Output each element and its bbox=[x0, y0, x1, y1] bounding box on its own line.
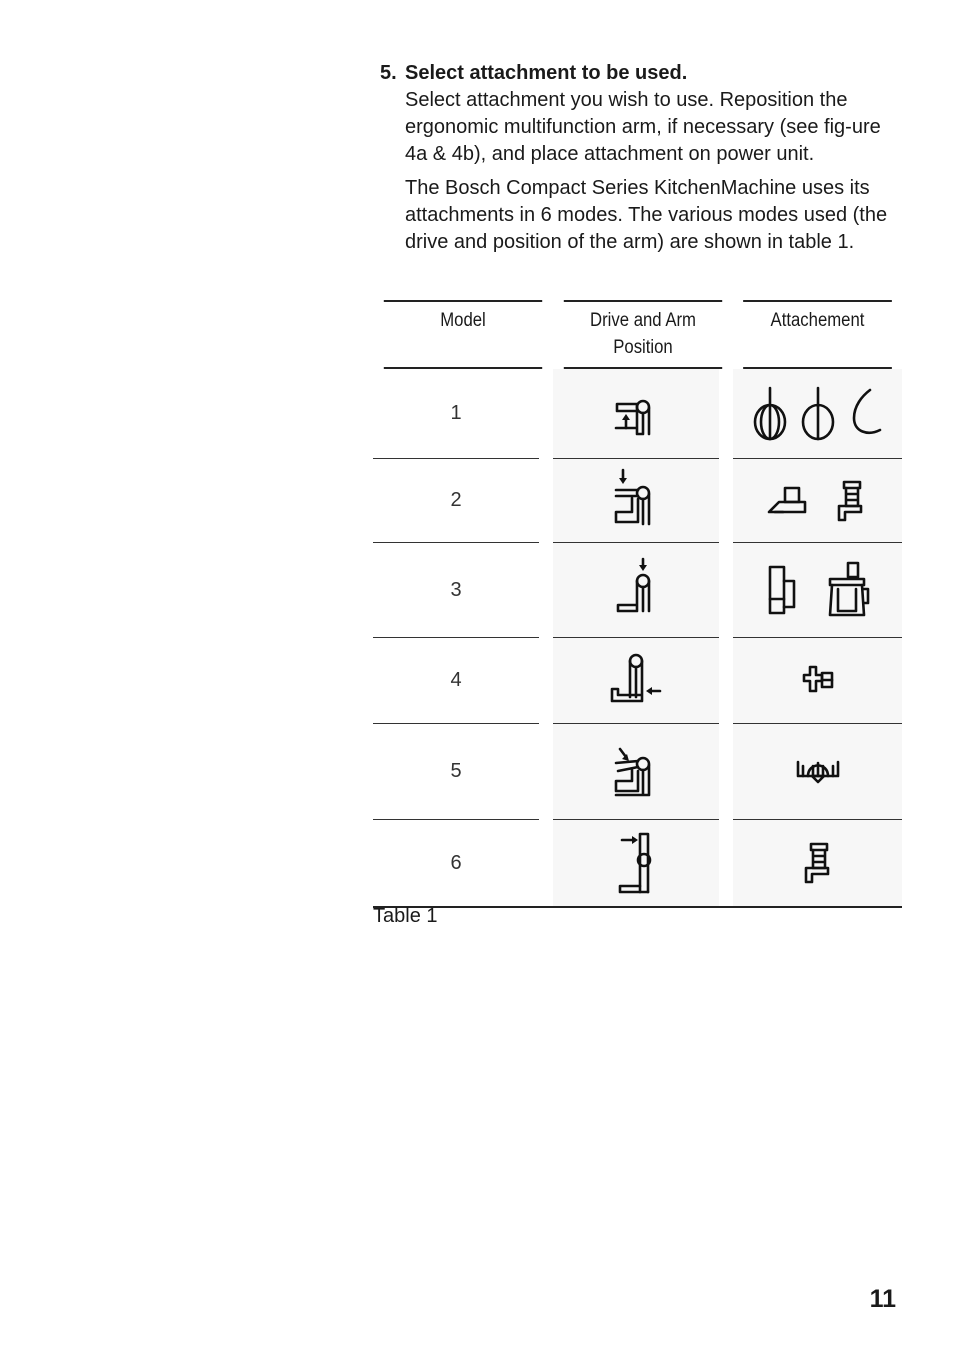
model-number: 2 bbox=[450, 489, 462, 511]
table-row bbox=[373, 459, 902, 543]
arm-raised-top-drive-icon bbox=[606, 466, 666, 536]
shredder-icon bbox=[765, 476, 809, 526]
citrus-press-icon bbox=[794, 752, 842, 792]
step-title: Select attachment to be used. bbox=[405, 62, 688, 84]
arm-tilted-drive-icon bbox=[606, 737, 666, 807]
model-number: 5 bbox=[450, 760, 462, 782]
modes-table bbox=[373, 300, 902, 908]
model-number: 1 bbox=[450, 402, 462, 424]
arm-lowered-top-drive-icon bbox=[606, 384, 666, 444]
page-number: 11 bbox=[869, 1285, 896, 1313]
table-row bbox=[373, 638, 902, 724]
table-row bbox=[373, 369, 902, 459]
step-section bbox=[380, 60, 900, 263]
model-number: 6 bbox=[450, 851, 462, 874]
meat-grinder-icon bbox=[831, 476, 871, 526]
dough-hook-icon bbox=[846, 384, 886, 444]
arm-upright-top-drive-icon bbox=[606, 555, 666, 625]
header-model: Model bbox=[384, 300, 542, 369]
table-row bbox=[373, 820, 902, 908]
header-attachment: Attachement bbox=[743, 300, 892, 369]
blender-icon bbox=[764, 557, 804, 623]
arm-extended-side-drive-icon bbox=[606, 828, 666, 898]
step-heading bbox=[380, 60, 900, 87]
citrus-press-side-icon bbox=[798, 661, 838, 701]
step-paragraph-2: The Bosch Compact Series KitchenMachine uses its attachments in 6 modes. The various modes used (the drive and position of the arm) are shown in table 1. bbox=[405, 177, 888, 253]
food-processor-icon bbox=[822, 557, 872, 623]
grinder-icon bbox=[798, 838, 838, 888]
whisk-icon bbox=[750, 384, 790, 444]
step-number: 5. bbox=[380, 62, 397, 84]
arm-upright-front-drive-icon bbox=[606, 651, 666, 711]
table-caption: Table 1 bbox=[373, 905, 438, 927]
model-number: 4 bbox=[450, 669, 462, 691]
model-number: 3 bbox=[450, 578, 462, 601]
table-row bbox=[373, 724, 902, 820]
beater-icon bbox=[798, 384, 838, 444]
header-drive-position: Drive and Arm Position bbox=[564, 300, 722, 369]
step-paragraph-1: Select attachment you wish to use. Reposition the ergonomic multifunction arm, if necessary (see fig-ure 4a & 4b), and place attachment on power unit. bbox=[405, 89, 881, 165]
table-row bbox=[373, 543, 902, 638]
